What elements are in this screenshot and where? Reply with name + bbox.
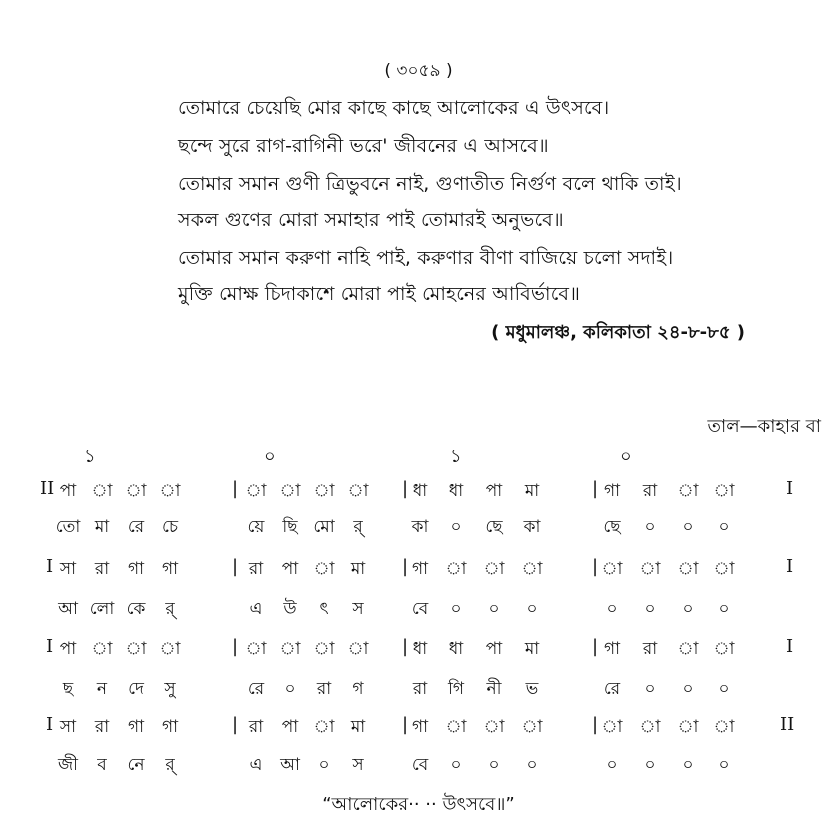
note-cell: পা [485, 481, 503, 501]
note-cell: া [313, 559, 335, 579]
note-cell: গা [161, 717, 179, 737]
start-bar-mark: II [40, 478, 55, 499]
note-cell: ধা [412, 639, 428, 659]
bar-divider: | [592, 478, 599, 499]
syllable-cell: দে [128, 679, 144, 699]
note-cell: পা [281, 717, 299, 737]
syllable-cell: ০ [488, 599, 500, 619]
note-cell: া [279, 639, 301, 659]
note-cell: মা [524, 481, 540, 501]
syllable-cell: এ [249, 599, 263, 619]
note-cell: া [125, 481, 147, 501]
note-cell: রা [642, 481, 658, 501]
lyric-line: সকল গুণের মোরা সমাহার পাই তোমারই অনুভবে॥ [178, 209, 564, 231]
syllable-cell: ০ [682, 679, 694, 699]
syllable-cell: ০ [606, 599, 618, 619]
note-cell: া [445, 717, 467, 737]
syllable-cell: রা [316, 679, 332, 699]
syllable-cell: ০ [526, 599, 538, 619]
note-cell: া [639, 559, 661, 579]
note-cell: া [677, 717, 699, 737]
syllable-cell: ছ [62, 679, 74, 699]
note-cell: া [245, 639, 267, 659]
note-cell: পা [485, 639, 503, 659]
notes-row [0, 636, 837, 668]
source-attribution: ( মধুমালঞ্চ, কলিকাতা ২৪-৮-৮৫ ) [491, 322, 745, 343]
syllable-cell: ০ [318, 755, 330, 775]
beat-mark: ০ [264, 446, 276, 467]
syllable-cell: মো [313, 517, 335, 537]
syllable-cell: রে [603, 679, 621, 699]
note-cell: সা [59, 717, 77, 737]
beat-mark: ১ [84, 446, 96, 467]
beat-mark: ১ [450, 446, 462, 467]
syllable-cell: কা [523, 517, 541, 537]
lyric-line: তোমার সমান করুণা নাহি পাই, করুণার বীণা বাজিয়ে চলো সদাই। [178, 247, 674, 269]
syllable-cell: ছে [485, 517, 503, 537]
syllable-cell: গ [352, 679, 364, 699]
note-cell: গা [603, 639, 621, 659]
note-cell: া [445, 559, 467, 579]
lyric-line: ছন্দে সুরে রাগ-রাগিনী ভরে' জীবনের এ আসবে॥ [178, 135, 549, 157]
bar-divider: | [592, 556, 599, 577]
note-cell: া [125, 639, 147, 659]
syllable-cell: রে [127, 517, 145, 537]
end-bar-mark: I [786, 556, 794, 577]
syllable-cell: র্ [165, 755, 175, 775]
syllable-cell: উ [283, 599, 297, 619]
bar-divider: | [402, 556, 409, 577]
syllable-cell: ০ [718, 599, 730, 619]
note-cell: মা [350, 559, 366, 579]
note-cell: া [713, 639, 735, 659]
note-cell: পা [281, 559, 299, 579]
syllable-cell: নী [486, 679, 502, 699]
bar-divider: | [232, 714, 239, 735]
note-cell: মা [524, 639, 540, 659]
end-bar-mark: I [786, 478, 794, 499]
bar-divider: | [232, 636, 239, 657]
syllable-cell: এ [249, 755, 263, 775]
bar-divider: | [402, 636, 409, 657]
syllable-cell: ০ [526, 755, 538, 775]
syllables-row [0, 514, 837, 546]
syllable-cell: ব [97, 755, 107, 775]
syllable-cell: বে [411, 755, 429, 775]
note-cell: ধা [412, 481, 428, 501]
syllable-cell: বে [411, 599, 429, 619]
syllable-cell: ০ [488, 755, 500, 775]
syllable-cell: রে [247, 679, 265, 699]
syllable-cell: মা [94, 517, 110, 537]
note-cell: রা [248, 559, 264, 579]
bar-divider: | [232, 478, 239, 499]
note-cell: া [713, 559, 735, 579]
notes-row [0, 556, 837, 588]
note-cell: পা [59, 639, 77, 659]
note-cell: রা [94, 559, 110, 579]
note-cell: া [677, 639, 699, 659]
syllables-row [0, 596, 837, 628]
lyric-line: তোমার সমান গুণী ত্রিভুবনে নাই, গুণাতীত নির্গুণ বলে থাকি তাই। [178, 173, 682, 195]
syllable-cell: ০ [682, 599, 694, 619]
lyric-line: মুক্তি মোক্ষ চিদাকাশে মোরা পাই মোহনের আবির্ভাবে॥ [178, 283, 581, 305]
bar-divider: | [232, 556, 239, 577]
syllable-cell: ভ [525, 679, 539, 699]
bar-divider: | [592, 714, 599, 735]
note-cell: া [677, 481, 699, 501]
end-bar-mark: I [786, 636, 794, 657]
syllable-cell: ০ [606, 755, 618, 775]
syllable-cell: ০ [644, 599, 656, 619]
lyric-line: তোমারে চেয়েছি মোর কাছে কাছে আলোকের এ উৎসবে। [178, 97, 610, 119]
bar-divider: | [402, 478, 409, 499]
note-cell: া [313, 481, 335, 501]
note-cell: া [245, 481, 267, 501]
syllable-cell: র্ [165, 599, 175, 619]
bar-divider: | [402, 714, 409, 735]
start-bar-mark: I [46, 556, 54, 577]
note-cell: পা [59, 481, 77, 501]
syllables-row [0, 752, 837, 784]
note-cell: া [521, 559, 543, 579]
bar-divider: | [592, 636, 599, 657]
syllable-cell: ছে [603, 517, 621, 537]
syllable-cell: ০ [450, 755, 462, 775]
syllable-cell: সু [164, 679, 176, 699]
end-bar-mark: II [780, 714, 795, 735]
note-cell: গা [603, 481, 621, 501]
syllable-cell: আ [58, 599, 78, 619]
syllable-cell: কা [411, 517, 429, 537]
syllable-cell: ৎ [319, 599, 329, 619]
syllable-cell: কে [126, 599, 146, 619]
syllable-cell: রা [412, 679, 428, 699]
syllable-cell: ০ [682, 517, 694, 537]
note-cell: া [159, 481, 181, 501]
note-cell: গা [161, 559, 179, 579]
song-number: ( ৩০৫৯ ) [384, 61, 453, 81]
note-cell: া [279, 481, 301, 501]
note-cell: া [639, 717, 661, 737]
syllable-cell: ০ [682, 755, 694, 775]
syllable-cell: গি [447, 679, 464, 699]
start-bar-mark: I [46, 636, 54, 657]
note-cell: ধা [448, 639, 464, 659]
note-cell: গা [411, 717, 429, 737]
note-cell: রা [248, 717, 264, 737]
note-cell: া [521, 717, 543, 737]
refrain: “আলোকের·· ·· উৎসবে॥” [322, 794, 515, 815]
note-cell: া [313, 717, 335, 737]
note-cell: া [91, 639, 113, 659]
note-cell: া [347, 639, 369, 659]
syllable-cell: স [352, 755, 364, 775]
note-cell: া [313, 639, 335, 659]
syllable-cell: ০ [644, 679, 656, 699]
notes-row [0, 478, 837, 510]
note-cell: গা [411, 559, 429, 579]
note-cell: া [713, 717, 735, 737]
syllable-cell: জী [57, 755, 79, 775]
note-cell: ধা [448, 481, 464, 501]
note-cell: মা [350, 717, 366, 737]
syllable-cell: ০ [718, 679, 730, 699]
note-cell: া [483, 559, 505, 579]
syllable-cell: য়ে [247, 517, 265, 537]
note-cell: রা [94, 717, 110, 737]
syllable-cell: তো [55, 517, 81, 537]
notes-row [0, 714, 837, 746]
syllable-cell: নে [127, 755, 145, 775]
beat-mark: ০ [620, 446, 632, 467]
note-cell: া [91, 481, 113, 501]
syllable-cell: ০ [450, 517, 462, 537]
note-cell: া [713, 481, 735, 501]
syllable-cell: ০ [644, 517, 656, 537]
note-cell: গা [127, 717, 145, 737]
syllable-cell: চে [161, 517, 179, 537]
note-cell: া [677, 559, 699, 579]
note-cell: া [483, 717, 505, 737]
syllable-cell: ন [96, 679, 108, 699]
note-cell: া [347, 481, 369, 501]
syllable-cell: ০ [718, 517, 730, 537]
syllable-cell: স [352, 599, 364, 619]
note-cell: সা [59, 559, 77, 579]
tala-label: তাল—কাহার বা [707, 416, 821, 437]
syllable-cell: ছি [282, 517, 298, 537]
syllable-cell: ০ [450, 599, 462, 619]
note-cell: া [159, 639, 181, 659]
syllable-cell: ০ [644, 755, 656, 775]
syllable-cell: লো [89, 599, 115, 619]
syllable-cell: ০ [718, 755, 730, 775]
syllable-cell: ০ [284, 679, 296, 699]
note-cell: া [601, 559, 623, 579]
syllables-row [0, 676, 837, 708]
syllable-cell: আ [280, 755, 300, 775]
start-bar-mark: I [46, 714, 54, 735]
note-cell: গা [127, 559, 145, 579]
note-cell: রা [642, 639, 658, 659]
syllable-cell: র্ [353, 517, 363, 537]
note-cell: া [601, 717, 623, 737]
